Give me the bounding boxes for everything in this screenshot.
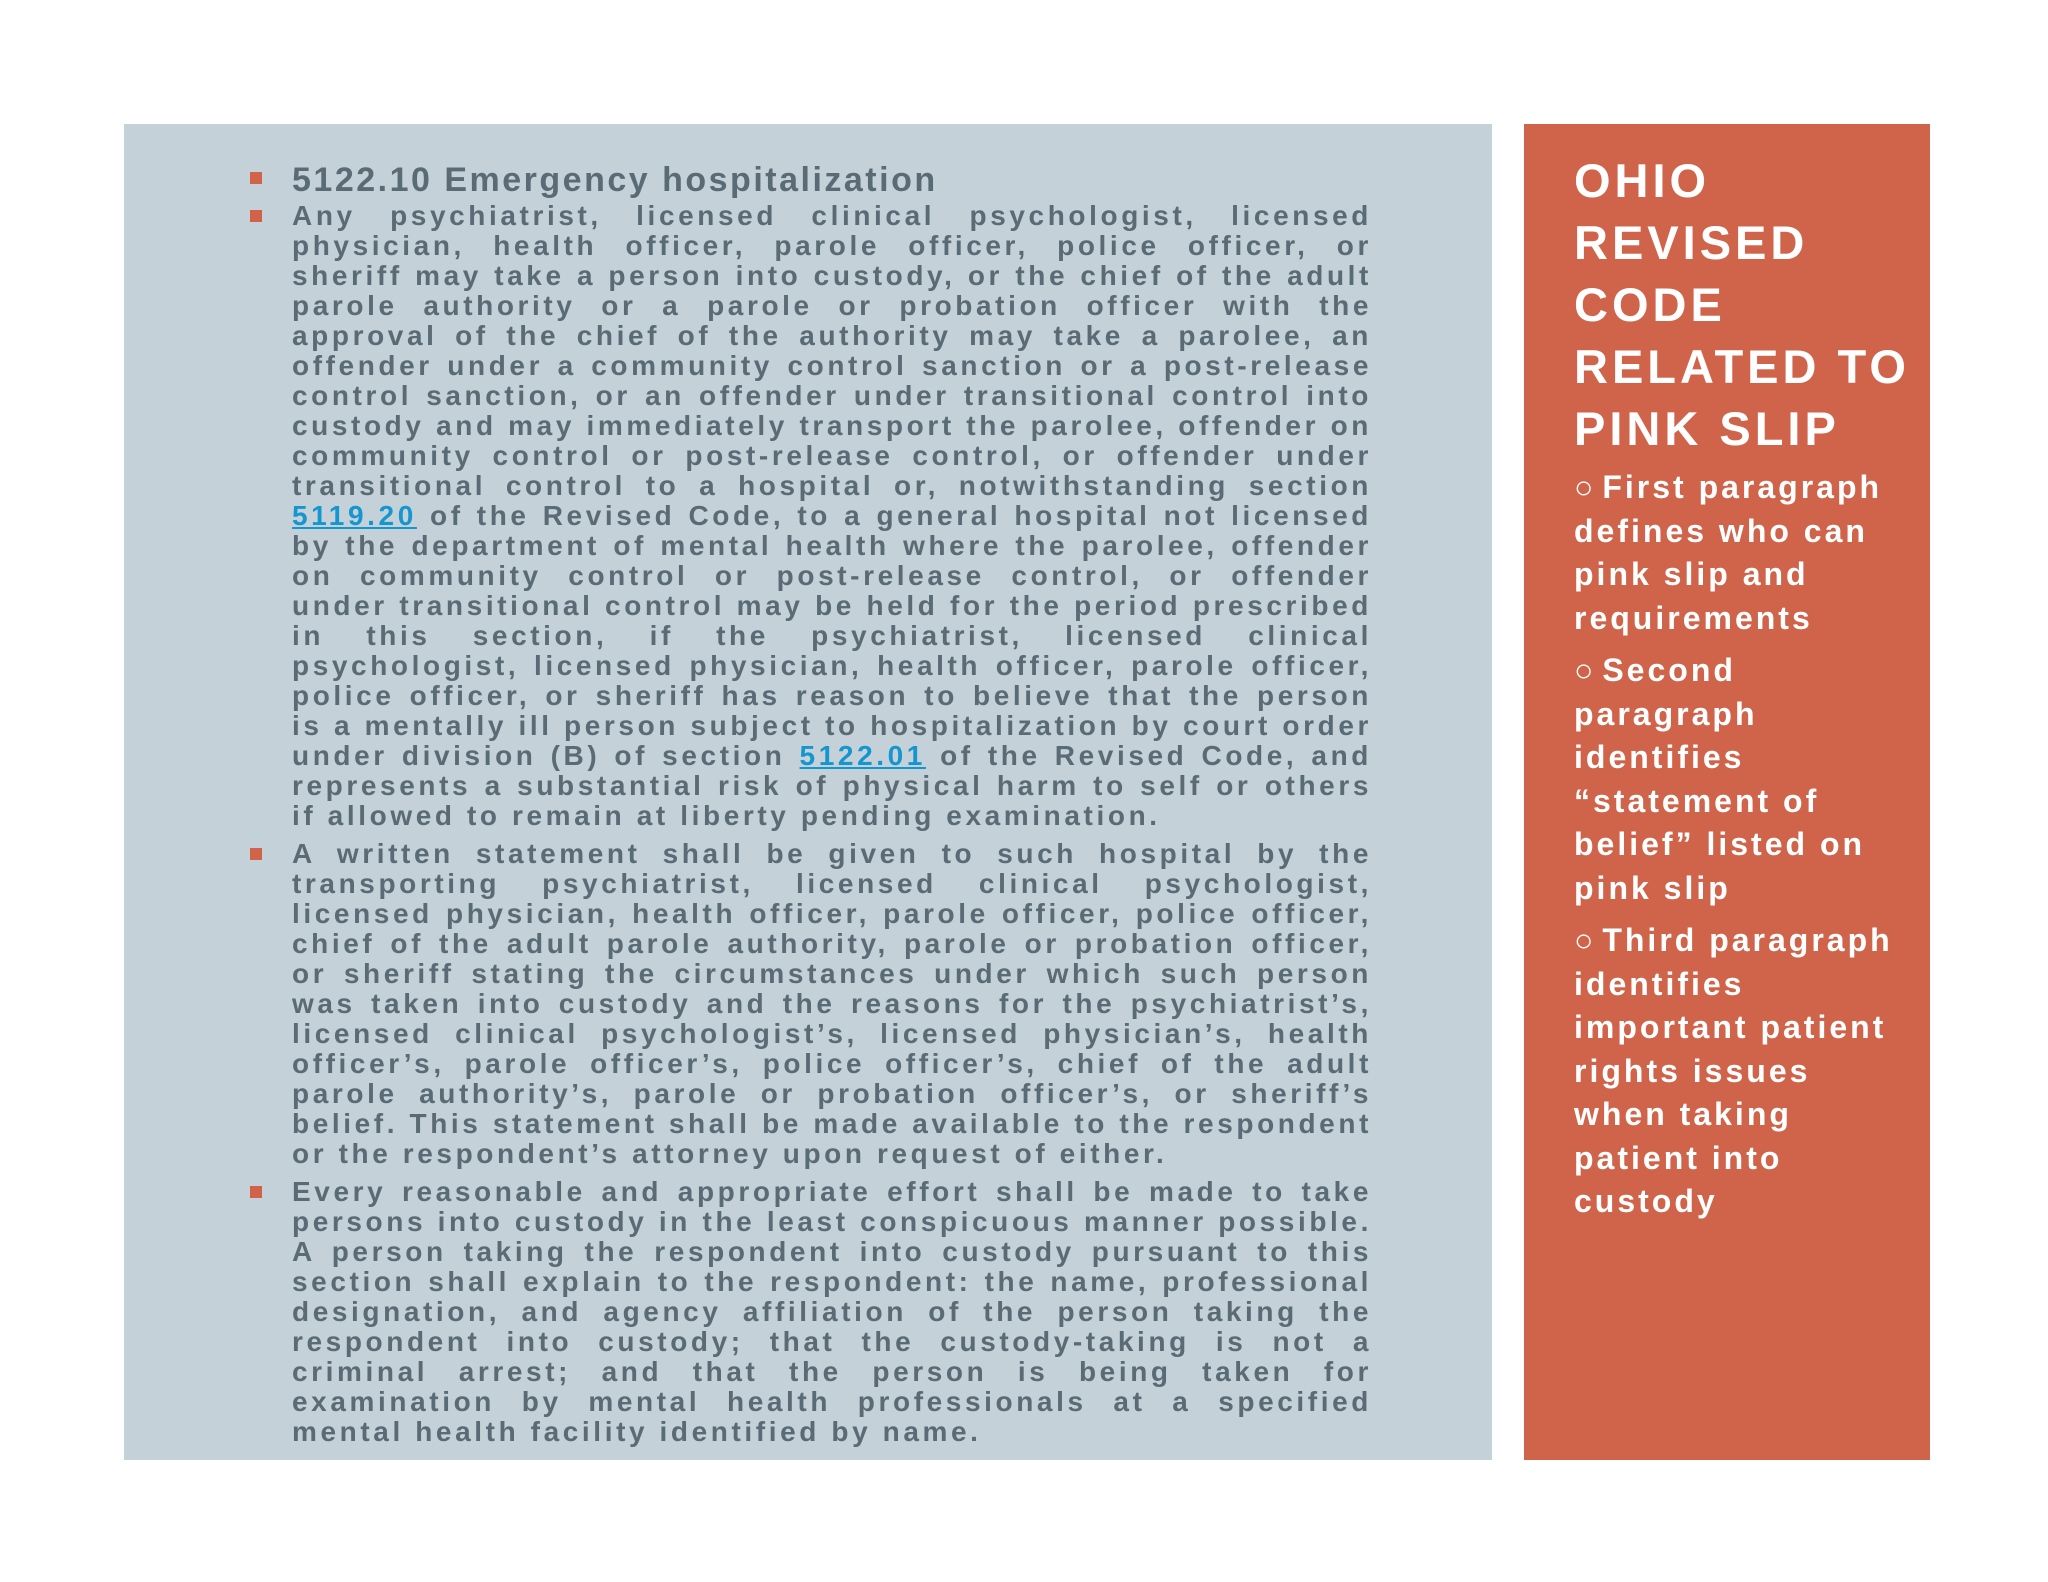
paragraph-1-text-a: Any psychiatrist, licensed clinical psychologist, licensed physician, health officer, parole officer, police officer, or sheriff may take a person into custody, or the chief of the adult parole authority or a parole or probation officer with the approval of the chief of the authority may take a parolee, an offender under a community control sanction or a post-release control sanction, or an offender under transitional control into custody and may immediately transport the parolee, offender on community control or post-release control, or offender under transitional control to a hospital or, notwithstanding section (292, 200, 1372, 501)
paragraph-3-text: Every reasonable and appropriate effort shall be made to take persons into custody in the least conspicuous manner possible. A person taking the respondent into custody pursuant to this section shall explain to the respondent: the name, professional designation, and agency affiliation of the person taking the respondent into custody; that the custody-taking is not a criminal arrest; and that the person is being taken for examination by mental health professionals at a specified mental health facility identified by name. (292, 1176, 1372, 1447)
statute-paragraph-3 (248, 1177, 1372, 1447)
paragraph-1-text-c: of the Revised Code, and represents a substantial risk of physical harm to self or others if allowed to remain at liberty pending examination. (292, 740, 1372, 831)
summary-panel (1524, 124, 1930, 1460)
slide-title: OHIO REVISED CODE RELATED TO PINK SLIP (1574, 154, 1910, 455)
circle-bullet-icon: ○ (1574, 652, 1597, 688)
square-bullet-icon (250, 210, 262, 222)
circle-bullet-icon: ○ (1574, 922, 1597, 958)
section-5119-20-link[interactable]: 5119.20 (292, 500, 417, 531)
summary-item-2 (1574, 649, 1914, 910)
statute-paragraph-1 (248, 201, 1372, 831)
statute-content (248, 160, 1372, 1455)
section-5122-01-link[interactable]: 5122.01 (799, 740, 926, 771)
statute-heading-text: 5122.10 Emergency hospitalization (292, 161, 938, 199)
square-bullet-icon (250, 1186, 262, 1198)
square-bullet-icon (250, 172, 262, 184)
summary-content (1574, 150, 1914, 1233)
square-bullet-icon (250, 848, 262, 860)
summary-item-1-text: First paragraph defines who can pink slip and requirements (1574, 469, 1883, 636)
summary-item-3 (1574, 919, 1914, 1224)
summary-item-3-text: Third paragraph identifies important patient rights issues when taking patient into custody (1574, 922, 1893, 1219)
summary-item-1 (1574, 466, 1914, 640)
paragraph-2-text: A written statement shall be given to such hospital by the transporting psychiatrist, licensed clinical psychologist, licensed physician, health officer, parole officer, police officer, chief of the adult parole authority, parole or probation officer, or sheriff stating the circumstances under which such person was taken into custody and the reasons for the psychiatrist’s, licensed clinical psychologist’s, licensed physician’s, health officer’s, parole officer’s, police officer’s, chief of the adult parole authority’s, parole or probation officer’s, or sheriff’s belief. This statement shall be made available to the respondent or the respondent’s attorney upon request of either. (292, 838, 1372, 1169)
summary-item-2-text: Second paragraph identifies “statement of belief” listed on pink slip (1574, 652, 1866, 906)
statute-heading (248, 160, 1372, 200)
statute-paragraph-2 (248, 839, 1372, 1169)
paragraph-1-text-b: of the Revised Code, to a general hospital not licensed by the department of mental health where the parolee, offender on community control or post-release control, or offender under transitional control may be held for the period prescribed in this section, if the psychiatrist, licensed clinical psychologist, licensed physician, health officer, parole officer, police officer, or sheriff has reason to believe that the person is a mentally ill person subject to hospitalization by court order under division (B) of section (292, 500, 1372, 771)
statute-panel (124, 124, 1492, 1460)
circle-bullet-icon: ○ (1574, 469, 1597, 505)
